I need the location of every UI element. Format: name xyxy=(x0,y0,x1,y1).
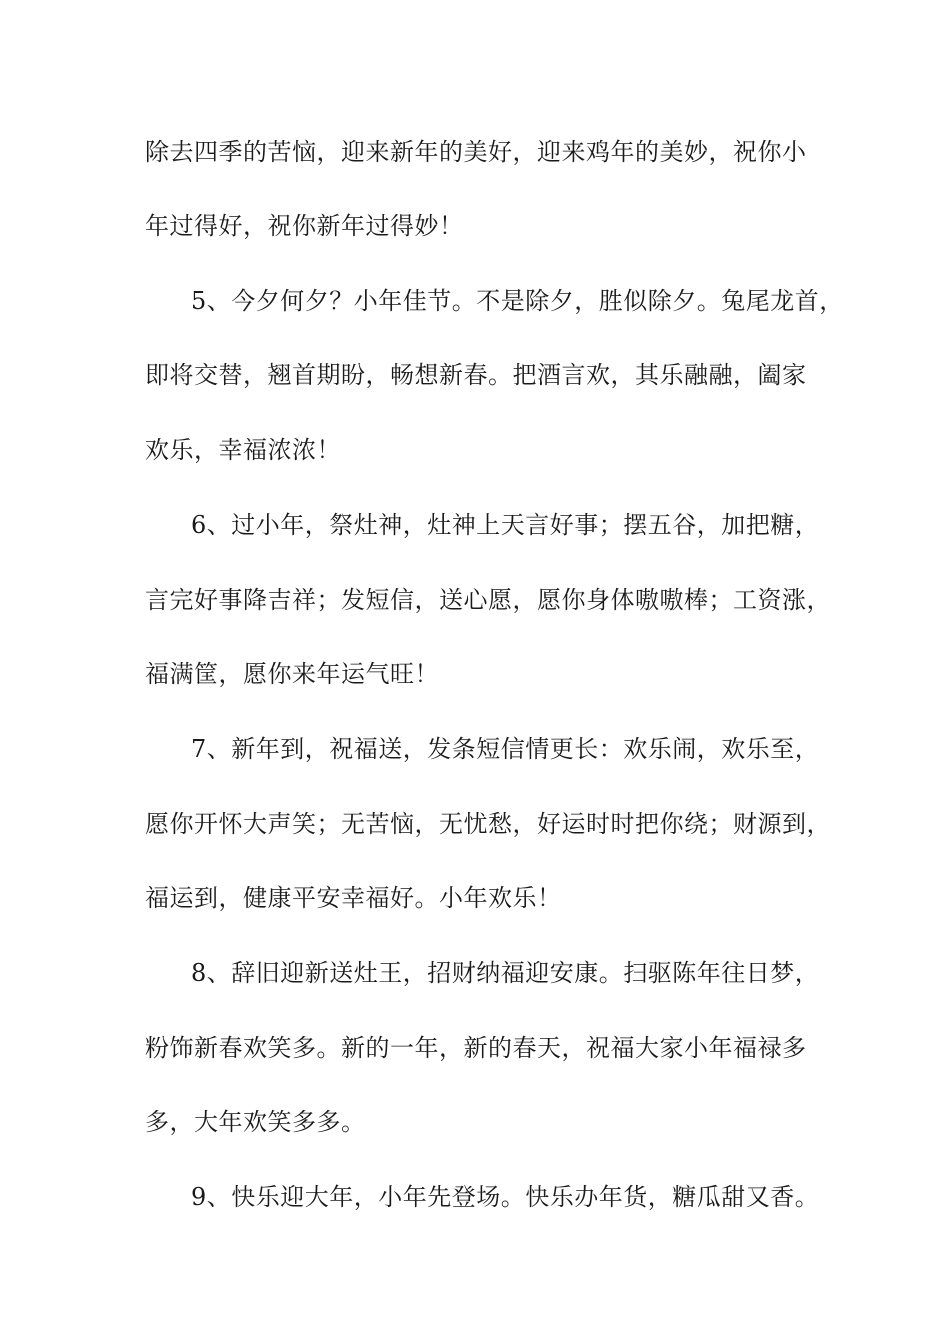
paragraph-8-line-3: 多，大年欢笑多多。 xyxy=(145,1108,366,1136)
paragraph-5-line-1: 5、今夕何夕？小年佳节。不是除夕，胜似除夕。兔尾龙首， xyxy=(191,287,844,315)
paragraph-5-line-2: 即将交替，翘首期盼，畅想新春。把酒言欢，其乐融融，阖家 xyxy=(145,361,807,389)
paragraph-8-line-2: 粉饰新春欢笑多。新的一年，新的春天，祝福大家小年福禄多 xyxy=(145,1034,807,1062)
paragraph-6-line-2: 言完好事降吉祥；发短信，送心愿，愿你身体嗷嗷棒；工资涨， xyxy=(145,586,831,614)
paragraph-7-line-2: 愿你开怀大声笑；无苦恼，无忧愁，好运时时把你绕；财源到， xyxy=(145,810,831,838)
paragraph-7-line-3: 福运到，健康平安幸福好。小年欢乐！ xyxy=(145,884,562,912)
text-line-1: 除去四季的苦恼，迎来新年的美好，迎来鸡年的美妙，祝你小 xyxy=(145,138,807,166)
paragraph-7-line-1: 7、新年到，祝福送，发条短信情更长：欢乐闹，欢乐至， xyxy=(191,735,820,763)
paragraph-6-line-3: 福满筐，愿你来年运气旺！ xyxy=(145,660,439,688)
paragraph-6-line-1: 6、过小年，祭灶神，灶神上天言好事；摆五谷，加把糖， xyxy=(191,511,820,539)
paragraph-5-line-3: 欢乐，幸福浓浓！ xyxy=(145,436,341,464)
paragraph-9-line-1: 9、快乐迎大年，小年先登场。快乐办年货，糖瓜甜又香。 xyxy=(191,1183,820,1211)
paragraph-8-line-1: 8、辞旧迎新送灶王，招财纳福迎安康。扫驱陈年往日梦， xyxy=(191,959,820,987)
text-line-2: 年过得好，祝你新年过得妙！ xyxy=(145,212,464,240)
